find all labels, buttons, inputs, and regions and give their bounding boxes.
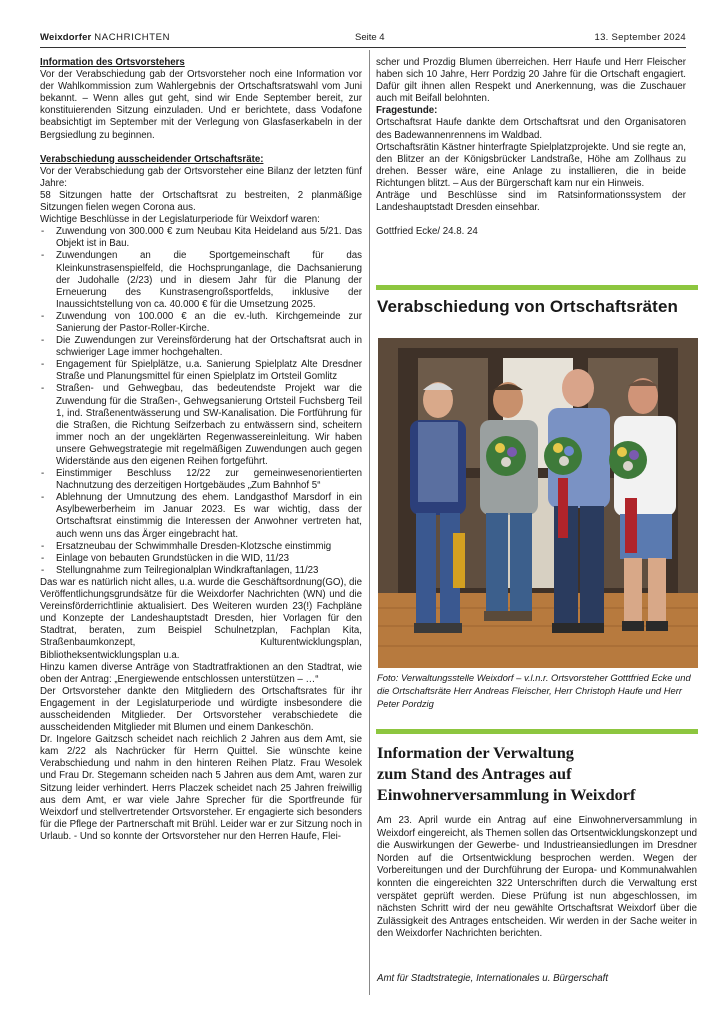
article-title-block xyxy=(377,742,635,805)
left-column xyxy=(40,57,362,843)
list-item: - Einlage von bebauten Grundstücken in die WID, 11/23 xyxy=(40,553,362,565)
question-paragraph: Ortschaftsrätin Kästner hinterfragte Spielplatzprojekte. Und sie regte an, den Blitzer an der Königsbrücker Landstraße, Höhe am Zollhaus zu drehen. Besser wäre, eine Anlage zu installieren, die in beide Richtungen blitzt. – Aus der Bürgerschaft kam nur ein Hinweis. xyxy=(376,141,686,189)
section-divider-green xyxy=(376,729,698,734)
masthead-subtitle: NACHRICHTEN xyxy=(94,32,171,43)
list-item: - Zuwendungen an die Sportgemeinschaft für das Kleinkunstrasenspielfeld, die Hochsprunganlage, die Dachsanierung der Judohalle (2/23) und in diesem Jahr für die Planung der Erneuerung des Kunstrasengroßsportfelds, inklusive der Inaussichtstellung von ca. 40.000 € für die Umsetzung 2025. xyxy=(40,250,362,310)
sessions-summary: 58 Sitzungen hatte der Ortschaftsrat zu bestreiten, 2 planmäßige Sitzungen fielen wegen Corona aus. xyxy=(40,189,362,214)
question-paragraph: Ortschaftsrat Haufe dankte dem Ortschaftsrat und den Organisatoren des Badewannenrennens im Waldbad. xyxy=(376,117,686,141)
masthead-name: Weixdorfer xyxy=(40,32,92,43)
section-divider-green xyxy=(376,285,698,290)
issue-date: 13. September 2024 xyxy=(594,32,686,43)
header-divider xyxy=(40,47,686,48)
continuation-paragraph: scher und Prozdig Blumen überreichen. Herr Haufe und Herr Fleischer haben sich 10 Jahre, Herr Pordzig 20 Jahre für die Ortschaft engagiert. Dafür gilt ihnen allen Respekt und Anerkennung, was die Zuschauer auch mit Beifall belohnten. xyxy=(376,57,686,105)
list-item: - Zuwendung von 300.000 € zum Neubau Kita Heideland aus 5/21. Das Objekt ist in Bau. xyxy=(40,226,362,250)
question-paragraph: Anträge und Beschlüsse sind im Ratsinformationssystem der Landeshauptstadt Dresden einsehbar. xyxy=(376,190,686,214)
questions-title: Fragestunde: xyxy=(376,105,438,117)
group-photo-illustration xyxy=(378,338,698,668)
list-item: - Zuwendung von 100.000 € an die ev.-luth. Kirchgemeinde zur Sanierung der Pastor-Roller-Kirche. xyxy=(40,311,362,335)
author-signature: Gottfried Ecke/ 24.8. 24 xyxy=(376,226,478,238)
list-item: - Engagement für Spielplätze, u.a. Sanierung Spielplatz Alte Dresdner Straße und Planungsmittel für einen Spielplatz im Ortsteil Gomlitz xyxy=(40,359,362,383)
article-title-line: Einwohnerversammlung in Weixdorf xyxy=(377,785,636,804)
farewell-section-title: Verabschiedung ausscheidender Ortschaftsräte: xyxy=(40,153,264,165)
info-section-title: Information des Ortsvorstehers xyxy=(40,57,185,68)
decisions-intro: Wichtige Beschlüsse in der Legislaturperiode für Weixdorf waren: xyxy=(40,214,320,226)
closing-paragraph: Hinzu kamen diverse Anträge von Stadtratfraktionen an den Stadtrat, wie oben der Antrag: „Energiewende entschlossen unterstützen – …“ xyxy=(40,661,362,685)
article-body: Am 23. April wurde ein Antrag auf eine Einwohnerversammlung in Weixdorf eingereicht, als Themen sollen das Ortsentwicklungskonzept und die Auswirkungen der Gewerbe- und Industrieansiedlungen im Dresdner Norden auf die Ortsentwicklung besprochen werden. Wegen der Vorbereitungen und der Durchführung der Europa- und Kommunalwahlen konnten die eingereichten 322 Unterschriften durch die Verwaltung erst verspätet geprüft werden. Diese Prüfung ist nun abgeschlossen, im nächsten Schritt wird der neu gewählte Ortschaftsrat Weixdorf über die Zulässigkeit des Antrages entscheiden. Wir werden in der Sache weiter in den Weixdorfer Nachrichten berichten. xyxy=(377,815,697,940)
article-signature: Amt für Stadtstrategie, Internationales u. Bürgerschaft xyxy=(377,973,609,984)
list-item: - Ablehnung der Umnutzung des ehem. Landgasthof Marsdorf in ein Asylbewerberheim im Januar 2023. Es war wichtig, dass der Ortschaftsrat einstimmig die Interessen der Anwohner vertreten hat, auch wenn uns das Ärger eingebracht hat. xyxy=(40,492,362,540)
page-header xyxy=(40,32,686,46)
photo-caption: Foto: Verwaltungsstelle Weixdorf – v.l.n.r. Ortsvorsteher Gotttfried Ecke und die Ortschaftsräte Herr Andreas Fleischer, Herr Christoph Haufe und Herr Peter Pordzig xyxy=(377,672,691,709)
masthead xyxy=(40,32,170,43)
list-item: - Straßen- und Gehwegbau, das bedeutendste Projekt war die Zuwendung für die Straßen-, Gehwegsanierung Ortsteil Fuchsberg Teil 1, ind. Straßenentwässerung und SW-Kanalisation. Die Fortführung für die Straßen, die Richtung Seifzerbach zu entwässern sind, scheitern immer noch an der ungeklärten Regenwassereinleitung. Wir haben unsere Gehwegstrategie mit regelmäßigen Zuwendungen auch gegen Widerstände aus den eigenen Reihen fortgeführt. xyxy=(40,383,362,468)
right-column-top xyxy=(376,57,686,238)
list-item: - Die Zuwendungen zur Vereinsförderung hat der Ortschaftsrat auch in schwieriger Lage immer hochgehalten. xyxy=(40,335,362,359)
article-title-line: Information der Verwaltung xyxy=(377,743,574,762)
list-item: - Einstimmiger Beschluss 12/22 zur gemeinwesenorientierten Nachnutzung des derzeitigen Hortgebäudes „Zum Bahnhof 5“ xyxy=(40,468,362,492)
decisions-list xyxy=(40,226,362,577)
info-section-body: Vor der Verabschiedung gab der Ortsvorsteher noch eine Information vor der Wahlkommission zum Wahlergebnis der Ortschaftsratswahl vom Juni bekannt. – Wenn alles gut geht, sind wir Ende September bereit, zur konstituierenden Sitzung einzuladen. Und er berichtete, dass Vodafone beabsichtigt im September mit der Verlegung von Glasfaserkabeln in der Bergsiedlung zu beginnen. xyxy=(40,69,362,141)
paragraph-gap xyxy=(40,142,362,154)
farewell-intro: Vor der Verabschiedung gab der Ortsvorsteher eine Bilanz der letzten fünf Jahre: xyxy=(40,165,362,189)
page-number: Seite 4 xyxy=(355,32,385,43)
closing-paragraph: Der Ortsvorsteher dankte den Mitgliedern des Ortschaftsrates für ihr Engagement in der Legislaturperiode und würdigte insbesondere die ausscheidenden Mitglieder. Der Ortsvorsteher verabschiedete die ausscheidenden Mitglieder mit Blumen und einem Dankeschön. xyxy=(40,685,362,734)
list-item: - Stellungnahme zum Teilregionalplan Windkraftanlagen, 11/23 xyxy=(40,565,362,577)
list-item: - Ersatzneubau der Schwimmhalle Dresden-Klotzsche einstimmig xyxy=(40,541,362,553)
closing-paragraph: Dr. Ingelore Gaitzsch scheidet nach reichlich 2 Jahren aus dem Amt, sie kam 2/22 als Nachrücker für Herrn Quittel. Sie wünschte keine Verabschiedung und nahm in den hinteren Reihen Platz. Frau Wesolek und Frau Dr. Stegemann scheiden nach 5 Jahren aus dem Amt, waren zur Sitzung leider verhindert. Herrs Placzek scheidet nach 25 Jahren freiwillig aus dem Amt, er war viele Jahre Sprecher für die Sportfreunde für Weixdorf und stellvertretender Ortsvorsteher. Er engagierte sich besonders für die Pflege der Partnerschaft mit Brühl. Leider war er zur Sitzung noch in Urlaub. - Und so konnte der Ortsvorsteher nur den Herren Haufe, Flei- xyxy=(40,734,362,842)
article-title: Verabschiedung von Ortschaftsräten xyxy=(377,297,678,316)
column-divider xyxy=(369,50,370,995)
article-title-line: zum Stand des Antrages auf xyxy=(377,764,572,783)
closing-paragraph: Das war es natürlich nicht alles, u.a. wurde die Geschäftsordnung(GO), die Veröffentlichungsgrundsätze für die Weixdorfer Nachrichten (WN) und die Vereinsförderrichtlinie aktualisiert. Des Weiteren wurden 23(!) Fachpläne und Konzepte der Landeshauptstadt Dresden, hier Vorlagen für den Stadtrat, beraten, zum Beispiel Schulnetzplan, Fachplan Kita, Straßenbaumkonzept, Kulturentwicklungsplan, Bibliotheksentwicklungsplan u.a. xyxy=(40,576,362,661)
group-photo xyxy=(378,338,698,668)
